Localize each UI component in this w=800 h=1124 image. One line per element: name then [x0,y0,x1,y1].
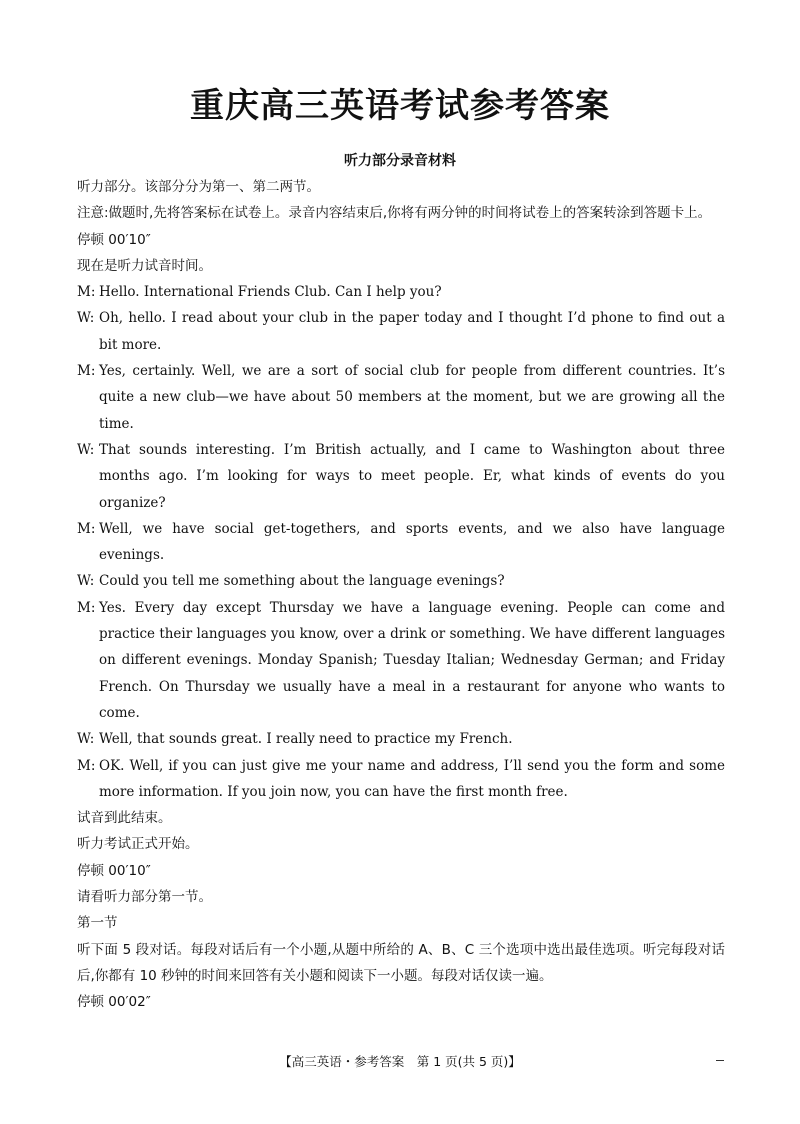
intro-line: 注意:做题时,先将答案标在试卷上。录音内容结束后,你将有两分钟的时间将试卷上的答案转涂到答题卡上。 [77,205,712,222]
dialogue-text: Yes, certainly. Well, we are a sort of social club for people from different countries. It’s quite a new club—we have about 50 members at the moment, but we are growing all the time. [99,363,725,432]
dialogue-text: Yes. Every day except Thursday we have a language evening. People can come and practice their languages you know, over a drink or something. We have different languages on different evenings. Monday Spanish; Tuesday Italian; Wednesday German; and Friday French. On Thursday we usually have a meal in a restaurant for anyone who wants to come. [99,599,725,721]
intro-line: 停顿 00′10″ [77,231,151,248]
speaker-label: W: [77,731,95,748]
section-heading: 第一节 [77,915,118,932]
dialogue-text: Oh, hello. I read about your club in the paper today and I thought I’d phone to find out a bit more. [99,310,725,353]
speaker-label: W: [77,310,95,327]
speaker-label: W: [77,441,95,458]
speaker-label: M: [77,599,96,616]
document-title: 重庆高三英语考试参考答案 [190,86,610,126]
instruction-paragraph: 听下面 5 段对话。每段对话后有一个小题,从题中所给的 A、B、C 三个选项中选出最佳选项。听完每段对话后,你都有 10 秒钟的时间来回答有关小题和阅读下一小题。每段对话仅读一遍。 [77,941,725,984]
document-body [77,174,725,1016]
dialogue-text: That sounds interesting. I’m British actually, and I came to Washington about three months ago. I’m looking for ways to meet people. Er, what kinds of events do you organize? [99,441,725,511]
intro-line: 现在是听力试音时间。 [77,257,212,274]
dialogue-text: OK. Well, if you can just give me your name and address, I’ll send you the form and some more information. If you join now, you can have the first month free. [99,757,725,800]
outro-line: 请看听力部分第一节。 [77,889,212,906]
outro-line: 试音到此结束。 [77,810,172,827]
dialogue-line [77,568,725,594]
dialogue-text: Hello. International Friends Club. Can I help you? [99,284,442,301]
section-title: 听力部分录音材料 [344,153,456,169]
dialogue-line [77,726,725,752]
dialogue-line [77,437,725,516]
speaker-label: W: [77,573,95,590]
dialogue-line [77,279,725,305]
speaker-label: M: [77,520,96,537]
intro-line: 听力部分。该部分分为第一、第二两节。 [77,179,320,195]
speaker-label: M: [77,284,96,301]
page-footer: 【高三英语・参考答案 第 1 页(共 5 页)】 [279,1054,521,1069]
dialogue-text: Well, we have social get-togethers, and sports events, and we also have language evenings. [99,520,725,564]
speaker-label: M: [77,757,96,774]
dialogue-text: Well, that sounds great. I really need to practice my French. [99,731,513,748]
speaker-label: M: [77,363,96,380]
dialogue-line [77,753,725,806]
dialogue-line [77,516,725,569]
outro-line: 听力考试正式开始。 [77,836,199,853]
outro-line: 停顿 00′10″ [77,862,151,879]
outro-line: 停顿 00′02″ [77,994,151,1011]
dialogue-text: Could you tell me something about the language evenings? [99,573,505,590]
dialogue-line [77,358,725,437]
footer-mark [716,1060,724,1061]
dialogue-line [77,595,725,726]
dialogue-line [77,305,725,358]
